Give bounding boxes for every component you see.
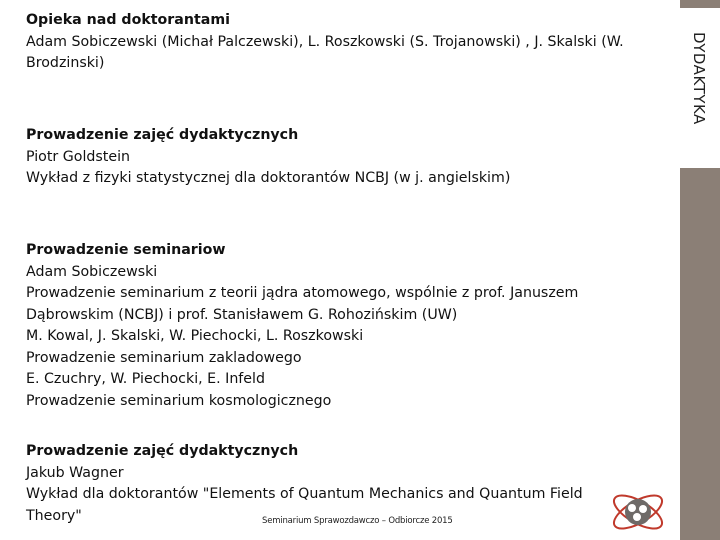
section-teaching-2 — [26, 441, 666, 527]
section-line: Dąbrowskim (NCBJ) i prof. Stanisławem G. Rohozińskim (UW) — [26, 306, 458, 323]
section-line: M. Kowal, J. Skalski, W. Piechocki, L. Roszkowski — [26, 328, 364, 344]
section-line: Wykład z fizyki statystycznej dla doktorantów NCBJ (w j. angielskim) — [26, 170, 511, 186]
section-supervision — [26, 10, 666, 75]
section-line: Brodzinski) — [26, 55, 105, 71]
ncbj-atom-logo-icon — [608, 482, 668, 540]
section-teaching-1 — [26, 125, 666, 190]
section-line: Prowadzenie seminarium kosmologicznego — [26, 392, 332, 409]
section-line: Piotr Goldstein — [26, 148, 131, 165]
sidebar-title: DYDAKTYKA — [690, 32, 708, 125]
section-line: Jakub Wagner — [26, 464, 124, 481]
section-heading: Prowadzenie zajęć dydaktycznych — [26, 443, 299, 459]
section-line: Wykład dla doktorantów "Elements of Quantum Mechanics and Quantum Field — [26, 486, 583, 502]
section-line: Adam Sobiczewski — [26, 263, 158, 280]
section-heading: Prowadzenie seminariow — [26, 242, 226, 258]
section-line: Prowadzenie seminarium z teorii jądra atomowego, wspólnie z prof. Januszem — [26, 285, 579, 301]
footer-text: Seminarium Sprawozdawczo – Odbiorcze 2015 — [262, 516, 453, 526]
section-heading: Prowadzenie zajęć dydaktycznych — [26, 127, 299, 143]
section-line: Prowadzenie seminarium zakladowego — [26, 349, 302, 366]
section-seminars — [26, 240, 666, 412]
section-heading: Opieka nad doktorantami — [26, 12, 230, 28]
section-line: E. Czuchry, W. Piechocki, E. Infeld — [26, 371, 265, 387]
section-line: Theory" — [26, 507, 82, 524]
section-line: Adam Sobiczewski (Michał Palczewski), L. Roszkowski (S. Trojanowski) , J. Skalski (W. — [26, 33, 624, 50]
